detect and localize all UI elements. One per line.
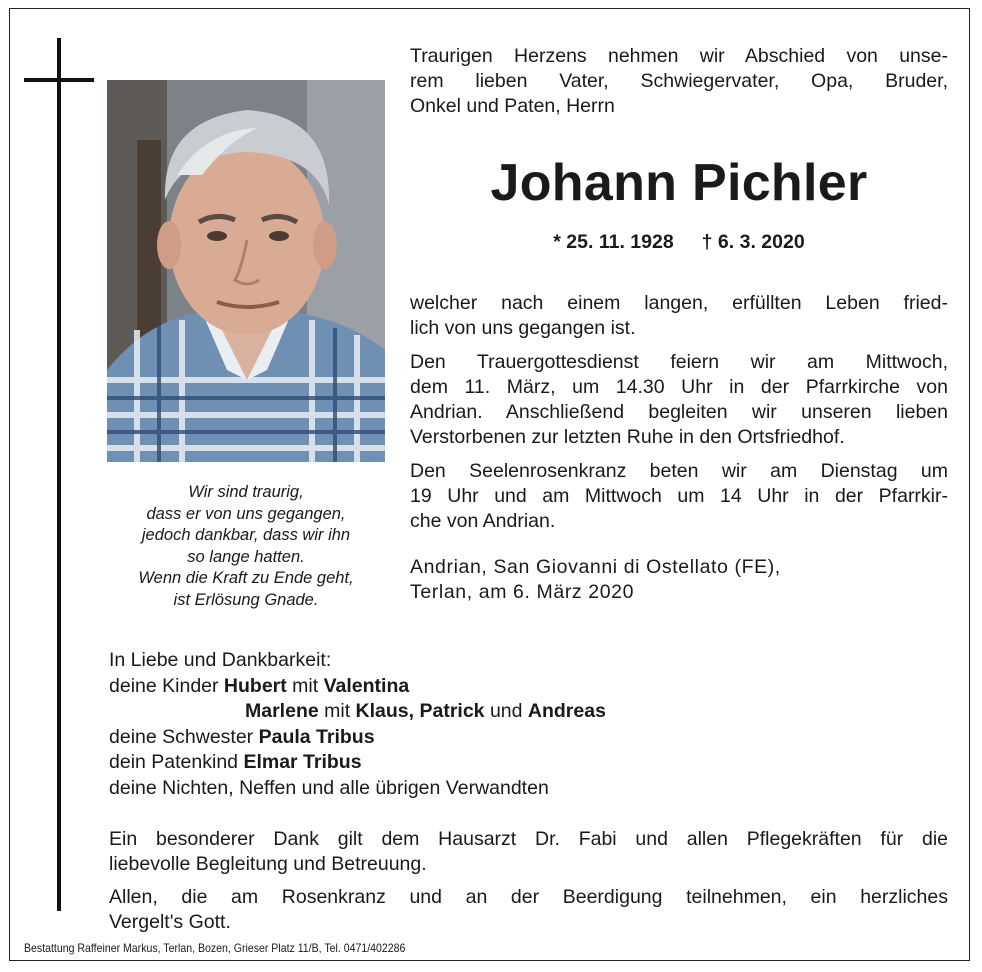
funeral-home-footer: Bestattung Raffeiner Markus, Terlan, Bozen, Grieser Platz 11/B, Tel. 0471/402286: [24, 941, 406, 955]
funeral-text: [410, 350, 948, 450]
rosary-line: 19 Uhr und am Mittwoch um 14 Uhr in der Pfarrkir-: [410, 485, 948, 507]
funeral-line: Verstorbenen zur letzten Ruhe in den Ortsfriedhof.: [410, 426, 845, 448]
connector: mit: [286, 674, 324, 697]
life-dates: [410, 229, 948, 255]
death-date: † 6. 3. 2020: [701, 231, 805, 253]
place-date: [410, 555, 948, 605]
family-godchild-line: [109, 750, 809, 776]
family-heading: In Liebe und Dankbarkeit:: [109, 649, 332, 671]
rosary-line: Den Seelenrosenkranz beten wir am Dienstag um: [410, 460, 948, 482]
cross-icon: [57, 38, 61, 911]
family-children-line: [109, 699, 809, 725]
funeral-line: Andrian. Anschließend begleiten wir unseren lieben: [410, 401, 948, 423]
birth-date: * 25. 11. 1928: [553, 231, 674, 253]
grandchild-name: Andreas: [527, 700, 606, 722]
children-prefix: deine Kinder: [109, 674, 224, 697]
thanks-text: [109, 827, 948, 877]
godchild-prefix: dein Patenkind: [109, 751, 244, 773]
deceased-name: Johann Pichler: [490, 154, 868, 212]
quote-line: ist Erlösung Gnade.: [173, 590, 319, 609]
quote-line: Wir sind traurig,: [188, 483, 304, 501]
passing-line: lich von uns gegangen ist.: [410, 317, 636, 339]
family-relatives-line: deine Nichten, Neffen und alle übrigen Verwandten: [109, 776, 549, 799]
funeral-line: Den Trauergottesdienst feiern wir am Mittwoch,: [410, 351, 948, 373]
family-sister-line: [109, 725, 809, 751]
place-line: Andrian, San Giovanni di Ostellato (FE),: [410, 556, 781, 578]
family-children-line: [109, 674, 809, 700]
gratitude-line: Vergelt's Gott.: [109, 911, 231, 933]
passing-text: [410, 291, 948, 341]
intro-line: Traurigen Herzens nehmen wir Abschied von unse-: [410, 45, 948, 67]
sister-name: Paula Tribus: [258, 725, 375, 748]
quote-line: dass er von uns gegangen,: [146, 504, 346, 523]
intro-text: [410, 44, 948, 119]
place-line: Terlan, am 6. März 2020: [410, 581, 635, 603]
intro-line: Onkel und Paten, Herrn: [410, 95, 615, 117]
child-name: Hubert: [223, 674, 287, 697]
family-list: [109, 648, 809, 801]
sister-prefix: deine Schwester: [109, 725, 259, 748]
godchild-name: Elmar Tribus: [243, 751, 362, 773]
quote-line: so lange hatten.: [187, 547, 305, 566]
thanks-line: liebevolle Begleitung und Betreuung.: [109, 853, 427, 875]
gratitude-line: Allen, die am Rosenkranz und an der Beerdigung teilnehmen, ein herzliches: [109, 886, 948, 908]
connector: mit: [318, 700, 356, 722]
intro-line: rem lieben Vater, Schwiegervater, Opa, Bruder,: [410, 70, 948, 92]
funeral-line: dem 11. März, um 14.30 Uhr in der Pfarrkirche von: [410, 376, 948, 398]
spouse-name: Valentina: [323, 674, 410, 697]
passing-line: welcher nach einem langen, erfüllten Leben fried-: [410, 292, 948, 314]
rosary-line: che von Andrian.: [410, 510, 556, 532]
quote-line: jedoch dankbar, dass wir ihn: [141, 526, 351, 544]
thanks-line: Ein besonderer Dank gilt dem Hausarzt Dr. Fabi und allen Pflegekräften für die: [109, 828, 948, 850]
gratitude-text: [109, 885, 948, 935]
portrait-photo: [107, 80, 385, 462]
spouse-name: Klaus, Patrick: [355, 700, 485, 722]
cross-icon-bar: [24, 78, 94, 82]
quote-line: Wenn die Kraft zu Ende geht,: [138, 569, 354, 587]
rosary-text: [410, 459, 948, 534]
connector: und: [484, 700, 528, 722]
child-name: Marlene: [245, 700, 319, 722]
memorial-quote: [107, 482, 385, 611]
